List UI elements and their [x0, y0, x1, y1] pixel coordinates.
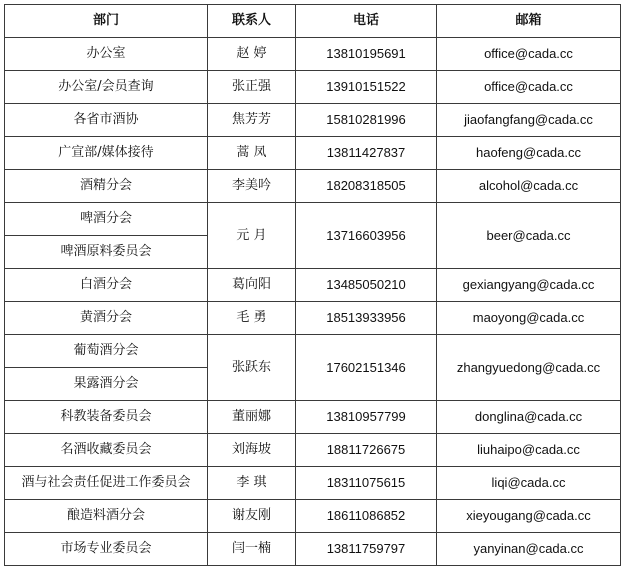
department-cell: 葡萄酒分会 — [5, 335, 208, 368]
contact-cell: 张正强 — [208, 71, 296, 104]
table-row — [5, 500, 621, 533]
department-cell: 啤酒原料委员会 — [5, 236, 208, 269]
header-phone: 电话 — [296, 5, 437, 38]
contact-cell: 谢友刚 — [208, 500, 296, 533]
phone-cell: 13810957799 — [296, 401, 437, 434]
department-cell: 市场专业委员会 — [5, 533, 208, 566]
email-cell: alcohol@cada.cc — [437, 170, 621, 203]
phone-cell: 18611086852 — [296, 500, 437, 533]
department-cell: 科教装备委员会 — [5, 401, 208, 434]
header-department: 部门 — [5, 5, 208, 38]
table-row — [5, 302, 621, 335]
department-cell: 黄酒分会 — [5, 302, 208, 335]
department-cell: 办公室/会员查询 — [5, 71, 208, 104]
header-contact: 联系人 — [208, 5, 296, 38]
contact-cell: 张跃东 — [208, 335, 296, 401]
contact-cell: 闫一楠 — [208, 533, 296, 566]
table-row — [5, 170, 621, 203]
email-cell: haofeng@cada.cc — [437, 137, 621, 170]
phone-cell: 13910151522 — [296, 71, 437, 104]
table-row — [5, 71, 621, 104]
department-cell: 白酒分会 — [5, 269, 208, 302]
phone-cell: 13811427837 — [296, 137, 437, 170]
email-cell: liuhaipo@cada.cc — [437, 434, 621, 467]
department-cell: 酿造料酒分会 — [5, 500, 208, 533]
phone-cell: 13716603956 — [296, 203, 437, 269]
phone-cell: 18208318505 — [296, 170, 437, 203]
table-header-row — [5, 5, 621, 38]
contact-cell: 蒿 凤 — [208, 137, 296, 170]
email-cell: zhangyuedong@cada.cc — [437, 335, 621, 401]
table-row — [5, 401, 621, 434]
contacts-table — [4, 4, 621, 566]
department-cell: 各省市酒协 — [5, 104, 208, 137]
phone-cell: 13485050210 — [296, 269, 437, 302]
contact-cell: 李美吟 — [208, 170, 296, 203]
email-cell: liqi@cada.cc — [437, 467, 621, 500]
email-cell: jiaofangfang@cada.cc — [437, 104, 621, 137]
phone-cell: 18311075615 — [296, 467, 437, 500]
table-body — [5, 38, 621, 566]
table-row — [5, 203, 621, 236]
table-row — [5, 434, 621, 467]
email-cell: xieyougang@cada.cc — [437, 500, 621, 533]
department-cell: 酒精分会 — [5, 170, 208, 203]
table-row — [5, 137, 621, 170]
phone-cell: 15810281996 — [296, 104, 437, 137]
email-cell: maoyong@cada.cc — [437, 302, 621, 335]
department-cell: 办公室 — [5, 38, 208, 71]
department-cell: 名酒收藏委员会 — [5, 434, 208, 467]
contact-cell: 董丽娜 — [208, 401, 296, 434]
contact-cell: 焦芳芳 — [208, 104, 296, 137]
phone-cell: 13810195691 — [296, 38, 437, 71]
contact-cell: 刘海坡 — [208, 434, 296, 467]
department-cell: 啤酒分会 — [5, 203, 208, 236]
department-cell: 广宣部/媒体接待 — [5, 137, 208, 170]
email-cell: gexiangyang@cada.cc — [437, 269, 621, 302]
phone-cell: 18513933956 — [296, 302, 437, 335]
email-cell: donglina@cada.cc — [437, 401, 621, 434]
contact-cell: 毛 勇 — [208, 302, 296, 335]
email-cell: office@cada.cc — [437, 38, 621, 71]
department-cell: 酒与社会责任促进工作委员会 — [5, 467, 208, 500]
table-row — [5, 104, 621, 137]
table-row — [5, 467, 621, 500]
email-cell: yanyinan@cada.cc — [437, 533, 621, 566]
email-cell: office@cada.cc — [437, 71, 621, 104]
phone-cell: 18811726675 — [296, 434, 437, 467]
phone-cell: 17602151346 — [296, 335, 437, 401]
phone-cell: 13811759797 — [296, 533, 437, 566]
contact-cell: 葛向阳 — [208, 269, 296, 302]
table-row — [5, 269, 621, 302]
table-row — [5, 38, 621, 71]
table-row — [5, 533, 621, 566]
contact-cell: 赵 婷 — [208, 38, 296, 71]
contact-cell: 元 月 — [208, 203, 296, 269]
table-row — [5, 335, 621, 368]
email-cell: beer@cada.cc — [437, 203, 621, 269]
contact-cell: 李 琪 — [208, 467, 296, 500]
header-email: 邮箱 — [437, 5, 621, 38]
department-cell: 果露酒分会 — [5, 368, 208, 401]
